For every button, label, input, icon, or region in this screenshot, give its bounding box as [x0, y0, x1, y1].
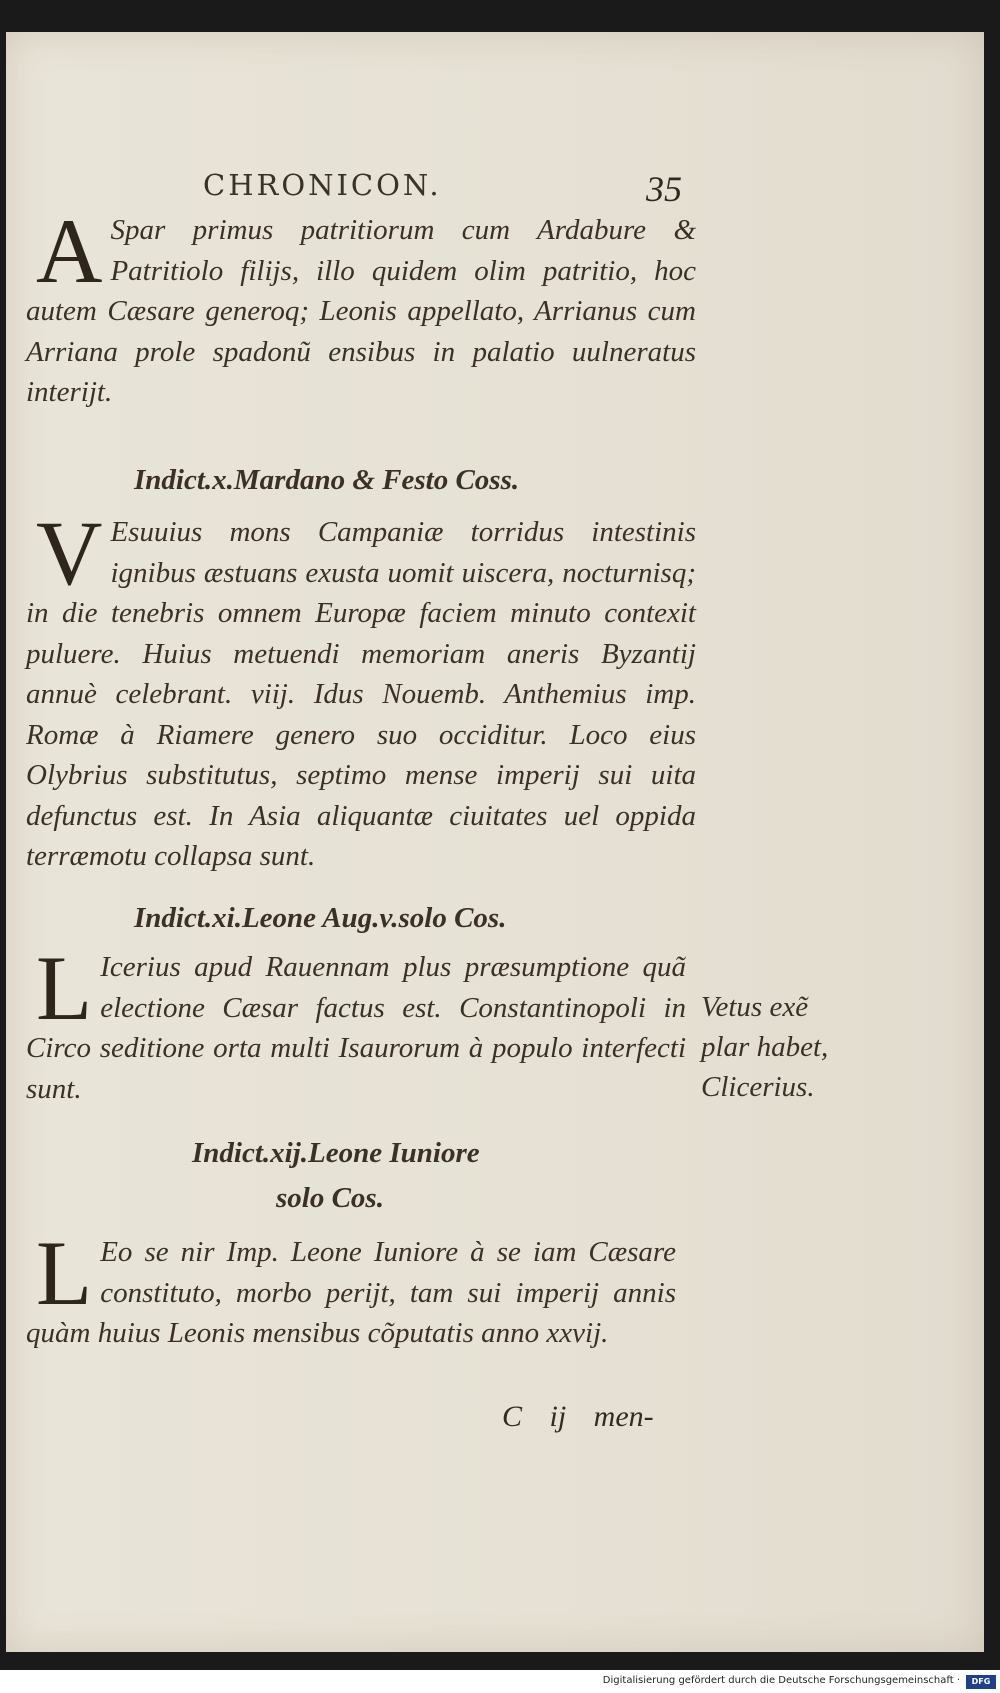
folio-number: 35: [646, 169, 682, 209]
marginal-note-line: plar habet,: [701, 1031, 829, 1063]
footer-bar: [0, 1673, 1000, 1693]
section-heading: Indict.xi.Leone Aug.v.solo Cos.: [134, 902, 507, 934]
section-heading: Indict.x.Mardano & Festo Coss.: [134, 464, 520, 496]
section-heading-continued: solo Cos.: [276, 1182, 384, 1214]
page-header: [6, 132, 984, 209]
book-page: [6, 32, 984, 1652]
marginal-note: [701, 987, 871, 1107]
funding-credit: Digitalisierung gefördert durch die Deutsche Forschungsgemeinschaft ·: [602, 1675, 960, 1686]
drop-cap: L: [36, 937, 93, 1039]
drop-cap: V: [36, 502, 103, 604]
paragraph-vesuvius: [26, 502, 696, 877]
paragraph-aspar: [26, 200, 696, 413]
paragraph-text: Spar primus patritiorum cum Ardabure & Patritiolo filijs, illo quidem olim patritio, hoc autem Cæsare generoq; Leonis appellato, Arrianus cum Arriana prole spadonũ ensibus in palatio uulneratus interijt.: [26, 214, 696, 408]
dfg-logo-icon: DFG: [966, 1675, 996, 1689]
drop-cap: L: [36, 1222, 93, 1324]
paragraph-text: Icerius apud Rauennam plus præsumptione quã electione Cæsar factus est. Constantinopoli in Circo seditione orta multi Isaurorum à populo interfecti sunt.: [26, 951, 686, 1105]
marginal-note-line: Vetus exẽ: [701, 991, 809, 1023]
marginal-note-line: Clicerius.: [701, 1071, 815, 1103]
paragraph-text: Eo se nir Imp. Leone Iuniore à se iam Cæsare constituto, morbo perijt, tam sui imperij annis quàm huius Leonis mensibus cõputatis anno xxvij.: [26, 1236, 676, 1349]
paragraph-leo: [26, 1222, 676, 1354]
drop-cap: A: [36, 200, 103, 302]
catchword: C ij men-: [502, 1400, 654, 1433]
paragraph-text: Esuuius mons Campaniæ torridus intestinis ignibus æstuans exusta uomit uiscera, nocturnisq; in die tenebris omnem Europæ faciem minuto contexit puluere. Huius metuendi memoriam aneris Byzantij annuè celebrant. viij. Idus Nouemb. Anthemius imp. Romæ à Riamere genero suo occiditur. Loco eius Olybrius substitutus, septimo mense imperij sui uita defunctus est. In Asia aliquantæ ciuitates uel oppida terræmotu collapsa sunt.: [26, 516, 696, 872]
running-title: CHRONICON.: [203, 168, 442, 202]
paragraph-licerius: [26, 937, 686, 1109]
section-heading: Indict.xij.Leone Iuniore: [192, 1137, 480, 1169]
